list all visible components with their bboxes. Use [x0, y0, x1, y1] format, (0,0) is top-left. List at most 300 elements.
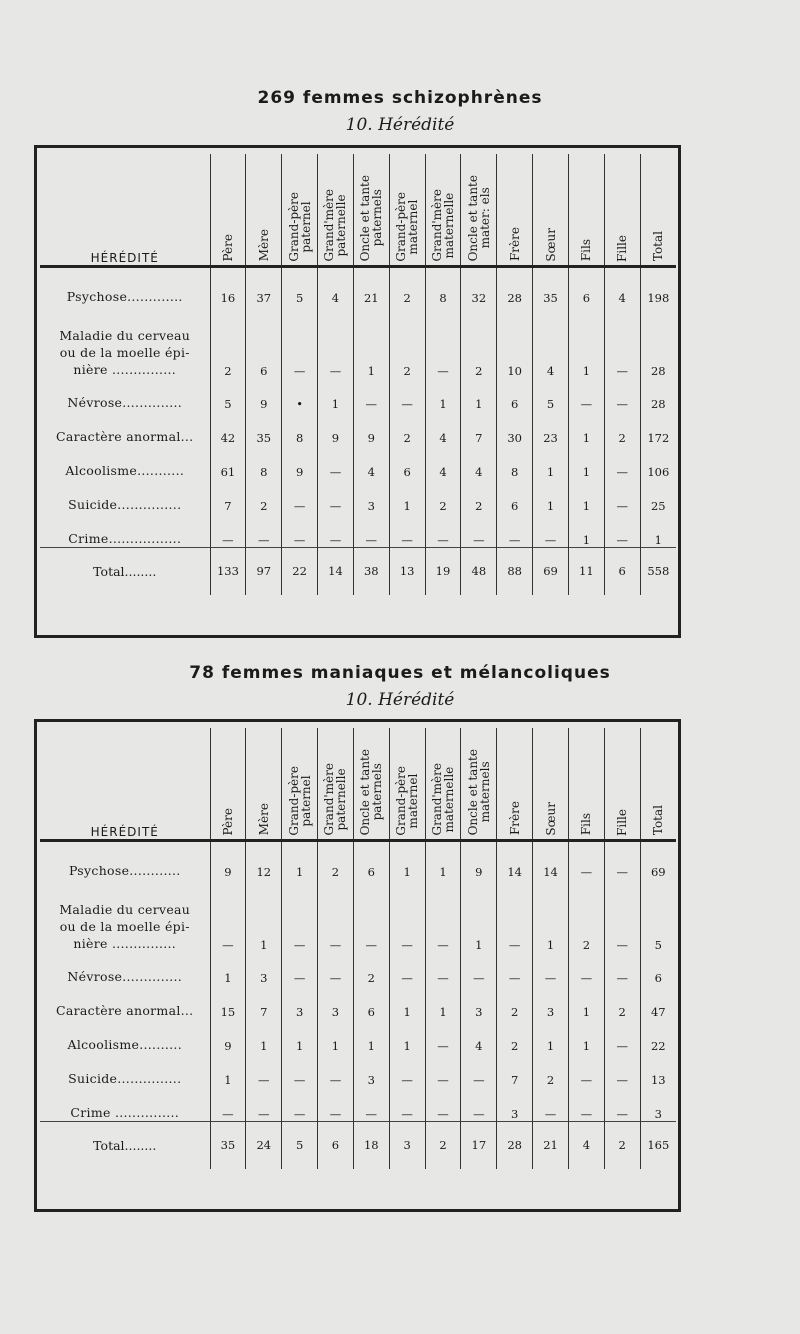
column-header [568, 728, 604, 840]
table-cell: 1 [389, 985, 425, 1019]
table-cell: — [210, 513, 246, 547]
table-cell: — [568, 378, 604, 411]
row-label: Maladie du cerveau ou de la moelle épi- nière ............... [59, 902, 191, 951]
table-row [40, 952, 676, 985]
table-cell: 7 [461, 411, 497, 445]
table-cell: — [318, 1087, 354, 1121]
table-cell: 5 [640, 879, 676, 952]
column-header-label: Oncle et tante mater: els [465, 175, 492, 262]
table-cell: 2 [461, 479, 497, 513]
table-cell: 35 [246, 411, 282, 445]
table-cell: — [533, 513, 569, 547]
table-cell: 3 [640, 1087, 676, 1121]
table-cell: 1 [210, 952, 246, 985]
table-cell: 1 [425, 840, 461, 879]
table-cell: 1 [533, 879, 569, 952]
total-cell: 11 [568, 547, 604, 595]
table-cell: 37 [246, 266, 282, 305]
table-row [40, 1087, 676, 1121]
table-cell: 5 [210, 378, 246, 411]
table-cell: 1 [246, 879, 282, 952]
table-cell: — [604, 1053, 640, 1087]
table-cell: — [246, 513, 282, 547]
column-header-label: Mère [256, 803, 271, 836]
table-cell: 6 [568, 266, 604, 305]
table-cell: — [604, 952, 640, 985]
total-cell: 97 [246, 547, 282, 595]
row-label: Psychose............. [66, 289, 183, 304]
table-row [40, 513, 676, 547]
table-cell: 61 [210, 445, 246, 479]
table-cell: — [353, 378, 389, 411]
column-header [246, 728, 282, 840]
table-cell: 7 [497, 1053, 533, 1087]
section-subtitle: 10. Hérédité [345, 115, 455, 135]
table-cell: 2 [353, 952, 389, 985]
table-cell: 42 [210, 411, 246, 445]
column-header-label: Grand-père maternel [394, 765, 421, 836]
column-header-label: Total [651, 805, 666, 836]
column-header-label: Oncle et tante paternels [358, 175, 385, 262]
column-header-label: Frère [507, 801, 522, 836]
table-cell: 9 [246, 378, 282, 411]
table-cell: 1 [533, 1019, 569, 1053]
table-row [40, 879, 676, 952]
table-cell: — [425, 513, 461, 547]
table-cell: 14 [533, 840, 569, 879]
table-cell: 25 [640, 479, 676, 513]
table-cell: 3 [353, 1053, 389, 1087]
table-cell: 2 [533, 1053, 569, 1087]
table-cell: 4 [425, 411, 461, 445]
column-header-label: Grand-père maternel [394, 191, 421, 262]
total-cell: 35 [210, 1121, 246, 1169]
total-cell: 14 [318, 547, 354, 595]
column-header-label: Sœur [543, 801, 558, 836]
table-cell: — [246, 1087, 282, 1121]
table-cell: 8 [282, 411, 318, 445]
table-cell: 1 [533, 479, 569, 513]
table-cell: 1 [568, 1019, 604, 1053]
table-cell: 1 [568, 305, 604, 378]
row-label: Psychose............ [68, 863, 181, 878]
table-cell: 13 [640, 1053, 676, 1087]
column-header [425, 728, 461, 840]
row-label: Névrose.............. [67, 969, 183, 984]
column-header [461, 154, 497, 266]
total-cell: 2 [425, 1121, 461, 1169]
table-cell: 6 [497, 479, 533, 513]
table-cell: 172 [640, 411, 676, 445]
table-cell: 1 [318, 1019, 354, 1053]
table-cell: 1 [282, 840, 318, 879]
column-header [533, 154, 569, 266]
table-cell: — [425, 952, 461, 985]
row-label: Crime ............... [70, 1104, 180, 1120]
table-cell: 4 [425, 445, 461, 479]
table-cell: — [389, 879, 425, 952]
table-cell: — [568, 840, 604, 879]
column-header-label: Grand-père paternel [286, 191, 313, 262]
table-cell: — [282, 1053, 318, 1087]
table-cell: — [210, 879, 246, 952]
row-label: Névrose.............. [67, 395, 183, 410]
table-row [40, 445, 676, 479]
table-cell: 5 [282, 266, 318, 305]
table-cell: — [604, 1087, 640, 1121]
table-cell: — [389, 378, 425, 411]
total-row [40, 1121, 676, 1169]
table-cell: — [604, 445, 640, 479]
column-header [497, 728, 533, 840]
total-label: Total........ [40, 547, 210, 595]
total-cell: 165 [640, 1121, 676, 1169]
column-header-label: Grand'mère maternelle [429, 188, 456, 262]
table-row [40, 305, 676, 378]
table-cell: 2 [461, 305, 497, 378]
table-cell: 1 [318, 378, 354, 411]
column-header [640, 154, 676, 266]
column-header [533, 728, 569, 840]
total-cell: 18 [353, 1121, 389, 1169]
table-cell: 1 [461, 378, 497, 411]
table-cell: 6 [640, 952, 676, 985]
table-cell: 2 [497, 1019, 533, 1053]
table-cell: — [318, 879, 354, 952]
table-cell: — [318, 1053, 354, 1087]
table-cell: — [568, 1053, 604, 1087]
total-row [40, 547, 676, 595]
column-header [210, 154, 246, 266]
table-cell: — [568, 952, 604, 985]
table-cell: 2 [568, 879, 604, 952]
table-cell: 8 [246, 445, 282, 479]
column-header [568, 154, 604, 266]
table-row [40, 1019, 676, 1053]
column-header [497, 154, 533, 266]
column-header [353, 154, 389, 266]
column-header [353, 728, 389, 840]
total-cell: 19 [425, 547, 461, 595]
column-header [389, 154, 425, 266]
table-cell: 4 [461, 1019, 497, 1053]
total-cell: 69 [533, 547, 569, 595]
table-cell: 23 [533, 411, 569, 445]
total-label: Total........ [40, 1121, 210, 1169]
row-label: Caractère anormal... [56, 1003, 194, 1018]
table-cell: 9 [318, 411, 354, 445]
table-cell: 3 [353, 479, 389, 513]
column-header [282, 728, 318, 840]
row-label: Alcoolisme........... [65, 463, 185, 478]
table-cell: 2 [389, 305, 425, 378]
table-cell: 2 [318, 840, 354, 879]
column-header [318, 728, 354, 840]
total-cell: 28 [497, 1121, 533, 1169]
header-label: HÉRÉDITÉ [40, 728, 210, 840]
table-cell: 28 [640, 305, 676, 378]
column-header [246, 154, 282, 266]
table-cell: 1 [568, 479, 604, 513]
table-cell: — [497, 952, 533, 985]
table-cell: 6 [389, 445, 425, 479]
table-cell: 1 [389, 479, 425, 513]
table-cell: 1 [353, 1019, 389, 1053]
table-cell: 4 [461, 445, 497, 479]
table-row [40, 266, 676, 305]
table-cell: — [282, 305, 318, 378]
table-cell: — [353, 1087, 389, 1121]
table-cell: 1 [640, 513, 676, 547]
table-cell: 1 [246, 1019, 282, 1053]
table-cell: — [425, 1053, 461, 1087]
total-cell: 22 [282, 547, 318, 595]
table-cell: — [389, 952, 425, 985]
table-cell: 2 [604, 985, 640, 1019]
table-cell: — [461, 513, 497, 547]
table-cell: 2 [389, 411, 425, 445]
table-row [40, 378, 676, 411]
column-header-label: Sœur [543, 227, 558, 262]
table-cell: 1 [425, 985, 461, 1019]
table-cell: — [497, 879, 533, 952]
total-cell: 3 [389, 1121, 425, 1169]
table-cell: 1 [533, 445, 569, 479]
total-cell: 4 [568, 1121, 604, 1169]
table-cell: 21 [353, 266, 389, 305]
column-header [604, 728, 640, 840]
table-cell: — [533, 1087, 569, 1121]
table-cell: 7 [210, 479, 246, 513]
table-cell: — [604, 378, 640, 411]
table-cell: 2 [497, 985, 533, 1019]
table-cell: — [425, 1019, 461, 1053]
table-cell: — [604, 305, 640, 378]
column-header-label: Fils [579, 239, 594, 262]
table-cell: — [425, 305, 461, 378]
table-cell: 6 [353, 985, 389, 1019]
column-header [640, 728, 676, 840]
total-cell: 48 [461, 547, 497, 595]
table-cell: 1 [389, 840, 425, 879]
table-cell: 198 [640, 266, 676, 305]
column-header [461, 728, 497, 840]
table-cell: 2 [210, 305, 246, 378]
column-header-label: Total [651, 231, 666, 262]
table-cell: — [604, 840, 640, 879]
column-header [604, 154, 640, 266]
total-cell: 88 [497, 547, 533, 595]
column-header [389, 728, 425, 840]
table-cell: • [282, 378, 318, 411]
table-cell: 30 [497, 411, 533, 445]
table-cell: 1 [568, 985, 604, 1019]
table-cell: 2 [604, 411, 640, 445]
table-cell: — [318, 513, 354, 547]
table-cell: — [210, 1087, 246, 1121]
table-cell: — [318, 445, 354, 479]
table-cell: 47 [640, 985, 676, 1019]
column-header-label: Frère [507, 227, 522, 262]
table-cell: 3 [246, 952, 282, 985]
heredity-table-maniaques [40, 728, 676, 1169]
table-row [40, 411, 676, 445]
table-cell: 3 [533, 985, 569, 1019]
section-title: 269 femmes schizophrènes [257, 88, 543, 108]
column-header-label: Grand-père paternel [286, 765, 313, 836]
table-cell: — [461, 1087, 497, 1121]
total-cell: 2 [604, 1121, 640, 1169]
column-header-label: Grand'mère paternelle [322, 762, 349, 836]
row-label: Crime................. [68, 530, 182, 546]
total-cell: 24 [246, 1121, 282, 1169]
total-cell: 133 [210, 547, 246, 595]
table-cell: — [425, 879, 461, 952]
table-cell: 1 [568, 445, 604, 479]
column-header-label: Oncle et tante paternels [358, 749, 385, 836]
table-cell: 7 [246, 985, 282, 1019]
table-cell: — [389, 1087, 425, 1121]
table-cell: — [282, 513, 318, 547]
total-cell: 5 [282, 1121, 318, 1169]
column-header-label: Mère [256, 229, 271, 262]
table-cell: 2 [425, 479, 461, 513]
table-cell: 1 [425, 378, 461, 411]
heredity-table-schizophrenes [40, 154, 676, 595]
table-cell: 4 [533, 305, 569, 378]
table-cell: 9 [282, 445, 318, 479]
table-cell: — [604, 1019, 640, 1053]
table-cell: 1 [210, 1053, 246, 1087]
table-cell: — [461, 952, 497, 985]
row-label: Suicide............... [68, 1071, 182, 1086]
table-cell: 69 [640, 840, 676, 879]
header-label: HÉRÉDITÉ [40, 154, 210, 266]
table-cell: — [389, 1053, 425, 1087]
total-cell: 558 [640, 547, 676, 595]
table-cell: 28 [640, 378, 676, 411]
table-cell: 1 [282, 1019, 318, 1053]
column-header-label: Père [220, 234, 235, 262]
table-cell: 9 [353, 411, 389, 445]
table-cell: 1 [353, 305, 389, 378]
row-label: Maladie du cerveau ou de la moelle épi- nière ............... [59, 328, 191, 377]
table-cell: — [604, 513, 640, 547]
table-cell: 1 [568, 411, 604, 445]
total-cell: 6 [318, 1121, 354, 1169]
total-cell: 17 [461, 1121, 497, 1169]
row-label: Caractère anormal... [56, 429, 194, 444]
column-header [318, 154, 354, 266]
table-cell: — [604, 879, 640, 952]
table-cell: 1 [461, 879, 497, 952]
table-cell: 9 [210, 840, 246, 879]
table-cell: 22 [640, 1019, 676, 1053]
table-cell: — [533, 952, 569, 985]
table-cell: 9 [461, 840, 497, 879]
table-cell: — [497, 513, 533, 547]
table-cell: — [282, 879, 318, 952]
column-header-label: Fils [579, 813, 594, 836]
table-cell: 4 [353, 445, 389, 479]
table-cell: — [282, 479, 318, 513]
table-cell: — [318, 305, 354, 378]
table-cell: 32 [461, 266, 497, 305]
table-row [40, 479, 676, 513]
table-cell: — [425, 1087, 461, 1121]
table-cell: 1 [568, 513, 604, 547]
table-cell: — [353, 513, 389, 547]
column-header-label: Oncle et tante maternels [465, 749, 492, 836]
table-cell: — [318, 479, 354, 513]
table-cell: 14 [497, 840, 533, 879]
table-cell: — [282, 952, 318, 985]
total-cell: 13 [389, 547, 425, 595]
column-header-label: Grand'mère paternelle [322, 188, 349, 262]
table-cell: — [318, 952, 354, 985]
row-label: Alcoolisme.......... [67, 1037, 182, 1052]
table-cell: 16 [210, 266, 246, 305]
column-header [210, 728, 246, 840]
column-header-label: Père [220, 808, 235, 836]
table-cell: 4 [318, 266, 354, 305]
table-cell: 4 [604, 266, 640, 305]
table-cell: 1 [389, 1019, 425, 1053]
table-cell: 9 [210, 1019, 246, 1053]
table-cell: 8 [425, 266, 461, 305]
total-cell: 6 [604, 547, 640, 595]
table-cell: 106 [640, 445, 676, 479]
table-cell: — [604, 479, 640, 513]
table-cell: 8 [497, 445, 533, 479]
table-cell: 35 [533, 266, 569, 305]
table-cell: — [353, 879, 389, 952]
table-cell: 28 [497, 266, 533, 305]
column-header-label: Fille [615, 234, 630, 262]
total-cell: 21 [533, 1121, 569, 1169]
table-cell: 6 [497, 378, 533, 411]
table-cell: — [246, 1053, 282, 1087]
table-cell: 5 [533, 378, 569, 411]
table-row [40, 1053, 676, 1087]
table-cell: 12 [246, 840, 282, 879]
row-label: Suicide............... [68, 497, 182, 512]
table-cell: — [568, 1087, 604, 1121]
total-cell: 38 [353, 547, 389, 595]
column-header-label: Fille [615, 808, 630, 836]
table-cell: 3 [318, 985, 354, 1019]
column-header [282, 154, 318, 266]
table-row [40, 985, 676, 1019]
section-title: 78 femmes maniaques et mélancoliques [189, 663, 611, 683]
section-subtitle: 10. Hérédité [345, 690, 455, 710]
column-header [425, 154, 461, 266]
table-cell: 3 [497, 1087, 533, 1121]
table-cell: — [282, 1087, 318, 1121]
table-cell: 10 [497, 305, 533, 378]
table-cell: 3 [461, 985, 497, 1019]
table-cell: 3 [282, 985, 318, 1019]
column-header-label: Grand'mère maternelle [429, 762, 456, 836]
table-cell: 15 [210, 985, 246, 1019]
table-cell: 2 [246, 479, 282, 513]
table-cell: — [461, 1053, 497, 1087]
table-cell: 6 [353, 840, 389, 879]
table-cell: — [389, 513, 425, 547]
table-cell: 2 [389, 266, 425, 305]
table-row [40, 840, 676, 879]
table-cell: 6 [246, 305, 282, 378]
